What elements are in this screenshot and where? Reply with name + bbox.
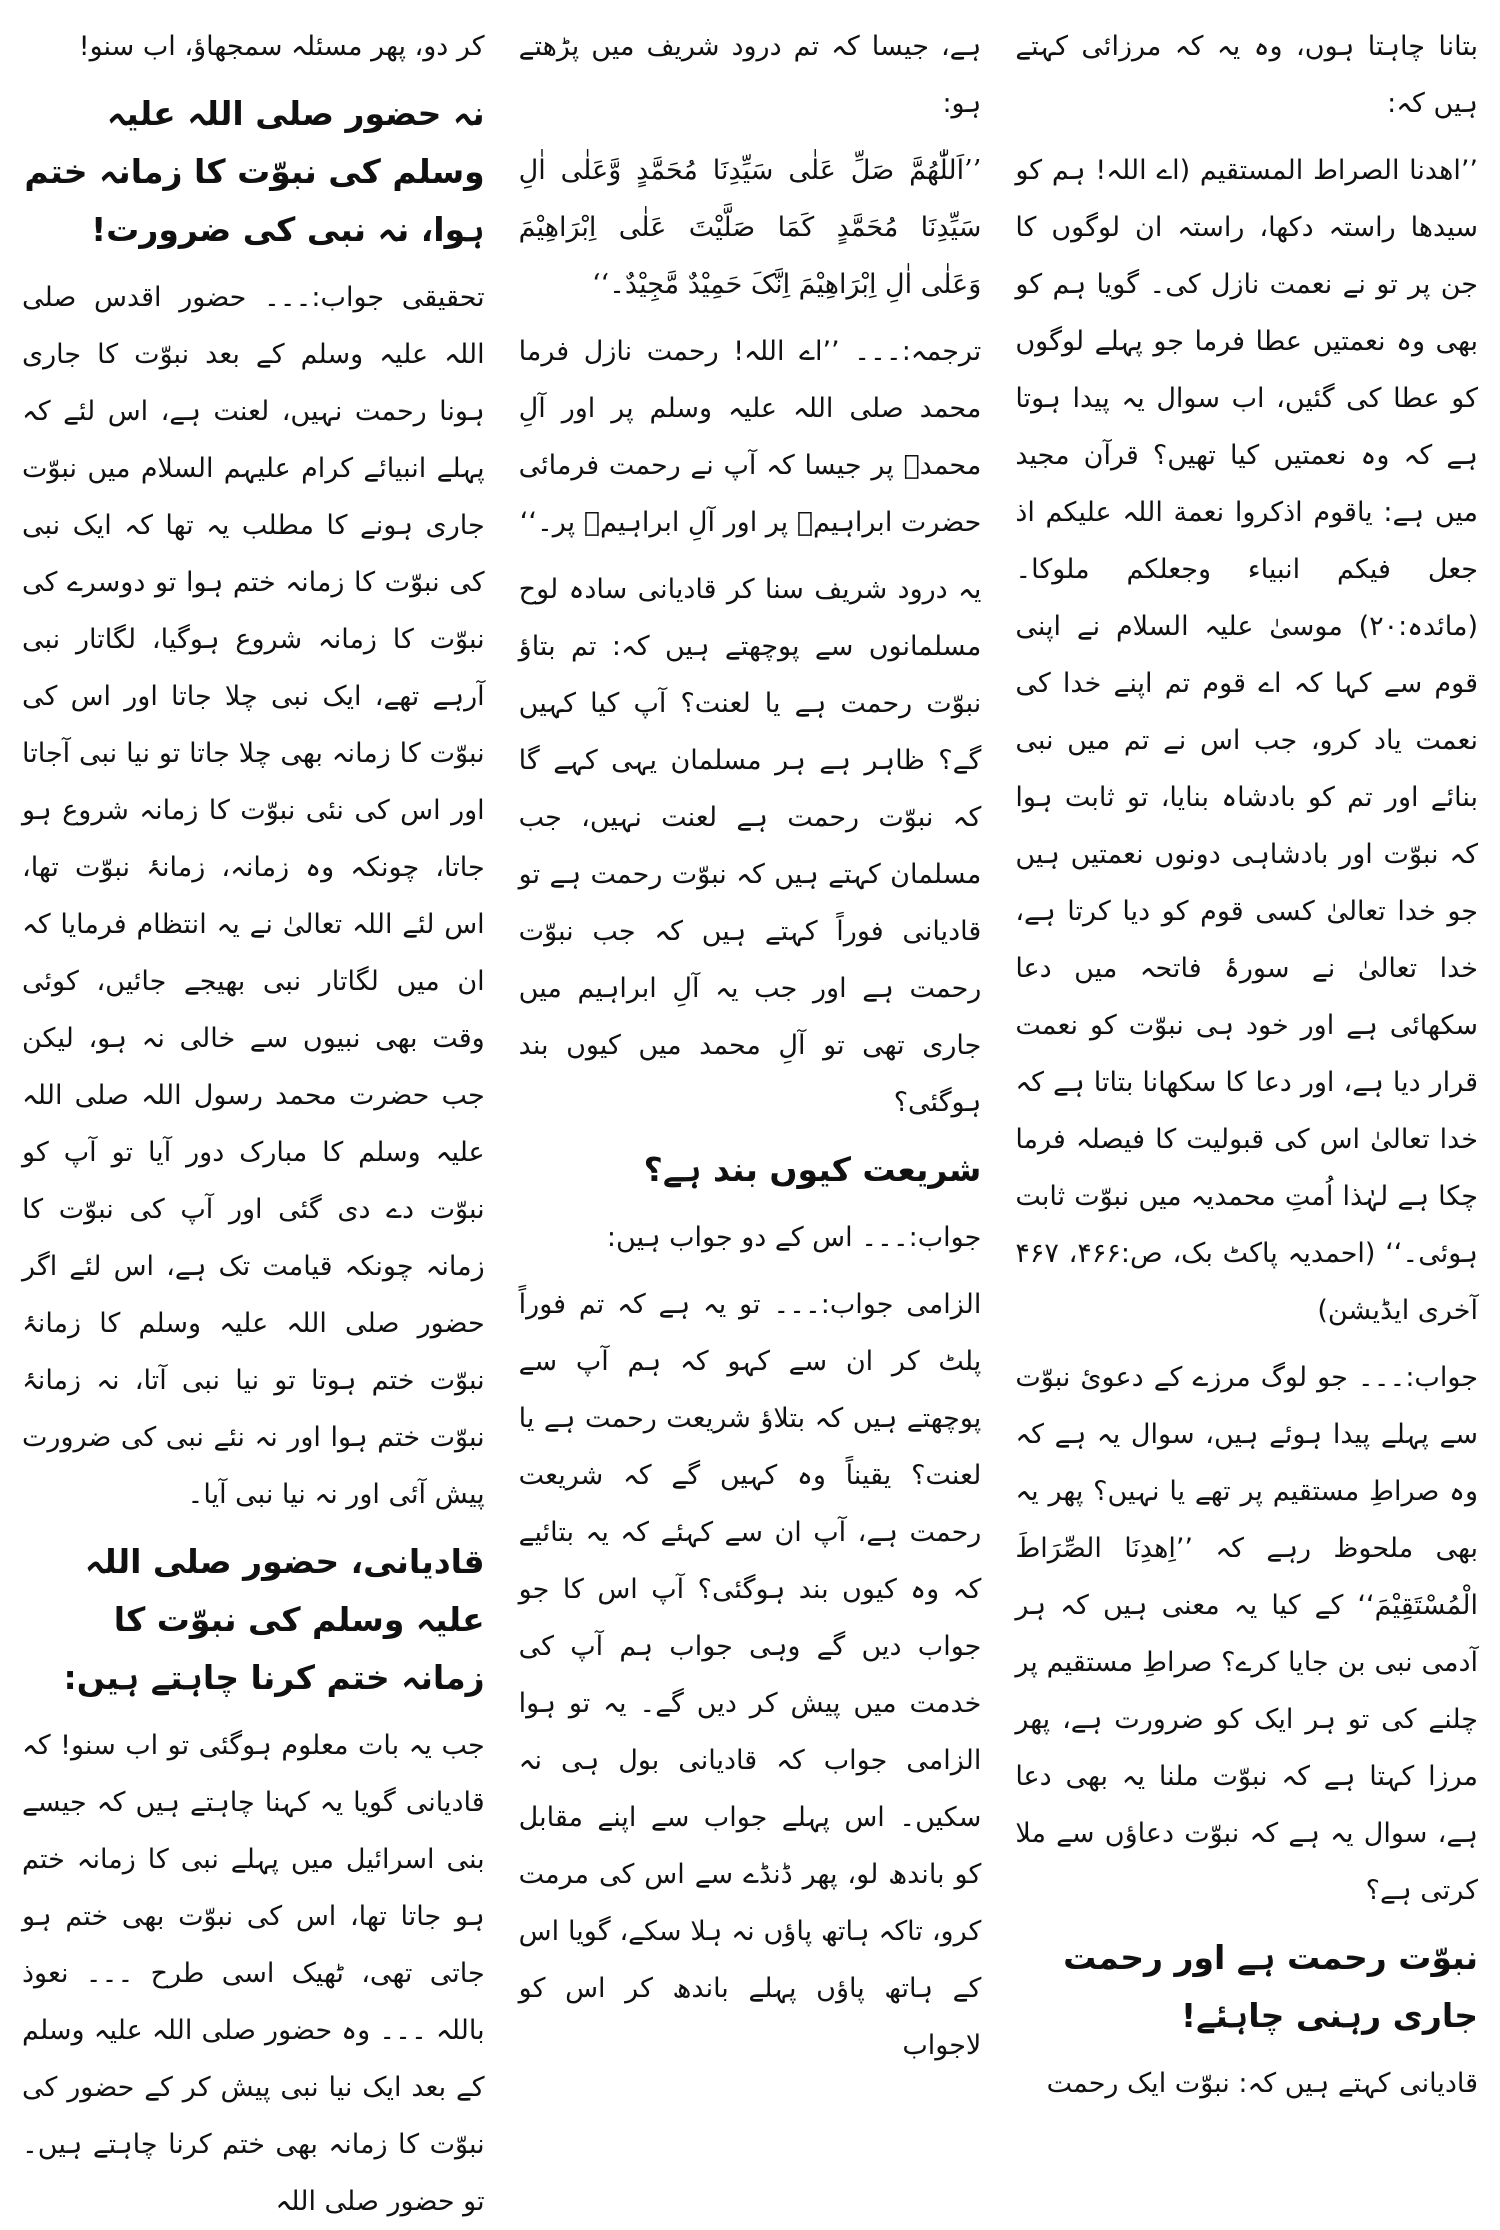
- column-left: [21, 18, 485, 2217]
- paragraph: کر دو، پھر مسئلہ سمجھاؤ، اب سنو!: [78, 31, 485, 62]
- paragraph: بتانا چاہتا ہوں، وہ یہ کہ مرزائی کہتے ہیں کہ:: [1015, 31, 1478, 119]
- paragraph-translation: ترجمہ:۔۔۔ ’’اے اللہ! رحمت نازل فرما محمد صلی اللہ علیہ وسلم پر اور آلِ محمدؐ پر جیسا کہ آپ نے رحمت فرمائی حضرت ابراہیمؑ پر اور آلِ ابراہیمؑ پر۔‘‘: [518, 336, 982, 538]
- paragraph-answer: جواب:۔۔۔ جو لوگ مرزے کے دعویٔ نبوّت سے پہلے پیدا ہوئے ہیں، سوال یہ ہے کہ وہ صراطِ مستقیم پر تھے یا نہیں؟ پھر یہ بھی ملحوظ رہے کہ ’’اِھدِنَا الصِّرَاطَ الْمُسْتَقِیْمَ‘‘ کے کیا یہ معنی ہیں کہ ہر آدمی نبی بن جایا کرے؟ صراطِ مستقیم پر چلنے کی تو ہر ایک کو ضرورت ہے، پھر مرزا کہتا ہے کہ نبوّت ملنا یہ بھی دعا ہے، سوال یہ ہے کہ نبوّت دعاؤں سے ملا کرتی ہے؟: [1015, 1362, 1478, 1906]
- column-middle: [519, 18, 982, 2198]
- section-heading: قادیانی، حضور صلی اللہ علیہ وسلم کی نبوّت کا زمانہ ختم کرنا چاہتے ہیں:: [63, 1542, 485, 1697]
- paragraph: جب یہ بات معلوم ہوگئی تو اب سنو! کہ قادیانی گویا یہ کہنا چاہتے ہیں کہ جیسے بنی اسرائیل میں پہلے نبی کا زمانہ ختم ہو جاتا تھا، اس کی نبوّت بھی ختم ہو جاتی تھی، ٹھیک اسی طرح ۔۔۔ نعوذ باللہ ۔۔۔ وہ حضور صلی اللہ علیہ وسلم کے بعد ایک نیا نبی پیش کر کے حضور کی نبوّت کا زمانہ بھی ختم کرنا چاہتے ہیں۔ تو حضور صلی اللہ: [21, 1730, 485, 2217]
- paragraph: قادیانی کہتے ہیں کہ: نبوّت ایک رحمت: [1046, 2068, 1478, 2099]
- arabic-quote: ’’اَللّٰھُمَّ صَلِّ عَلٰی سَیِّدِنَا مُحَمَّدٍ وَّعَلٰی اٰلِ سَیِّدِنَا مُحَمَّدٍ کَمَا صَلَّیْتَ عَلٰی اِبْرَاھِیْمَ وَعَلٰی اٰلِ اِبْرَاھِیْمَ اِنَّکَ حَمِیْدٌ مَّجِیْدٌ۔‘‘: [518, 155, 982, 300]
- paragraph: الزامی جواب:۔۔۔ تو یہ ہے کہ تم فوراً پلٹ کر ان سے کہو کہ ہم آپ سے پوچھتے ہیں کہ بتلاؤ شریعت رحمت ہے یا لعنت؟ یقیناً وہ کہیں گے کہ شریعت رحمت ہے، آپ ان سے کہئے کہ یہ بتائیے کہ وہ کیوں بند ہوگئی؟ آپ اس کا جو جواب دیں گے وہی جواب ہم آپ کی خدمت میں پیش کر دیں گے۔ یہ تو ہوا الزامی جواب کہ قادیانی بول ہی نہ سکیں۔ اس پہلے جواب سے اپنے مقابل کو باندھ لو، پھر ڈنڈے سے اس کی مرمت کرو، تاکہ ہاتھ پاؤں نہ ہلا سکے، گویا اس کے ہاتھ پاؤں پہلے باندھ کر اس کو لاجواب: [518, 1289, 982, 2061]
- paragraph-mirza-claim: ’’اھدنا الصراط المستقیم (اے اللہ! ہم کو سیدھا راستہ دکھا، راستہ ان لوگوں کا جن پر تو نے نعمت نازل کی۔ گویا ہم کو بھی وہ نعمتیں عطا فرما جو پہلے لوگوں کو عطا کی گئیں، اب سوال یہ پیدا ہوتا ہے کہ وہ نعمتیں کیا تھیں؟ قرآن مجید میں ہے: یاقوم اذکروا نعمة اللہ علیکم اذ جعل فیکم انبیاء وجعلکم ملوکا۔ (مائدہ:۲۰) موسیٰ علیہ السلام نے اپنی قوم سے کہا کہ اے قوم تم اپنے خدا کی نعمت یاد کرو، جب اس نے تم میں نبی بنائے اور تم کو بادشاہ بنایا، تو ثابت ہوا کہ نبوّت اور بادشاہی دونوں نعمتیں ہیں جو خدا تعالیٰ کسی قوم کو دیا کرتا ہے، خدا تعالیٰ نے سورۂ فاتحہ میں دعا سکھائی ہے اور خود ہی نبوّت کو نعمت قرار دیا ہے، اور دعا کا سکھانا بتاتا ہے کہ خدا تعالیٰ اس کی قبولیت کا فیصلہ فرما چکا ہے لہٰذا اُمتِ محمدیہ میں نبوّت ثابت ہوئی۔‘‘ (احمدیہ پاکٹ بک، ص:۴۶۶، ۴۶۷ آخری ایڈیشن): [1015, 155, 1479, 1326]
- section-heading: شریعت کیوں بند ہے؟: [643, 1150, 982, 1189]
- section-heading: نبوّت رحمت ہے اور رحمت جاری رہنی چاہئے!: [1063, 1938, 1478, 2035]
- column-right: [1015, 18, 1478, 2198]
- paragraph: جواب:۔۔۔ اس کے دو جواب ہیں:: [606, 1222, 982, 1253]
- paragraph: یہ درود شریف سنا کر قادیانی سادہ لوح مسلمانوں سے پوچھتے ہیں کہ: تم بتاؤ نبوّت رحمت ہے یا لعنت؟ آپ کیا کہیں گے؟ ظاہر ہے ہر مسلمان یہی کہے گا کہ نبوّت رحمت ہے لعنت نہیں، جب مسلمان کہتے ہیں کہ نبوّت رحمت ہے تو قادیانی فوراً کہتے ہیں کہ جب نبوّت رحمت ہے اور جب یہ آلِ ابراہیم میں جاری تھی تو آلِ محمد میں کیوں بند ہوگئی؟: [518, 574, 982, 1118]
- paragraph: تحقیقی جواب:۔۔۔ حضور اقدس صلی اللہ علیہ وسلم کے بعد نبوّت کا جاری ہونا رحمت نہیں، لعنت ہے، اس لئے کہ پہلے انبیائے کرام علیہم السلام میں نبوّت جاری ہونے کا مطلب یہ تھا کہ ایک نبی کی نبوّت کا زمانہ ختم ہوا تو دوسرے کی نبوّت کا زمانہ شروع ہوگیا، لگاتار نبی آرہے تھے، ایک نبی چلا جاتا اور اس کی نبوّت کا زمانہ بھی چلا جاتا تو نیا نبی آجاتا اور اس کی نئی نبوّت کا زمانہ شروع ہو جاتا، چونکہ وہ زمانہ، زمانۂ نبوّت تھا، اس لئے اللہ تعالیٰ نے یہ انتظام فرمایا کہ ان میں لگاتار نبی بھیجے جائیں، کوئی وقت بھی نبیوں سے خالی نہ ہو، لیکن جب حضرت محمد رسول اللہ صلی اللہ علیہ وسلم کا مبارک دور آیا تو آپ کو نبوّت دے دی گئی اور آپ کی نبوّت کا زمانہ چونکہ قیامت تک ہے، اس لئے اگر حضور صلی اللہ علیہ وسلم کا زمانۂ نبوّت ختم ہوتا تو نیا نبی آتا، نہ زمانۂ نبوّت ختم ہوا اور نہ نئے نبی کی ضرورت پیش آئی اور نہ نیا نبی آیا۔: [21, 282, 485, 1510]
- paragraph: ہے، جیسا کہ تم درود شریف میں پڑھتے ہو:: [518, 31, 982, 119]
- section-heading: نہ حضور صلی اللہ علیہ وسلم کی نبوّت کا زمانہ ختم ہوا، نہ نبی کی ضرورت!: [24, 94, 485, 249]
